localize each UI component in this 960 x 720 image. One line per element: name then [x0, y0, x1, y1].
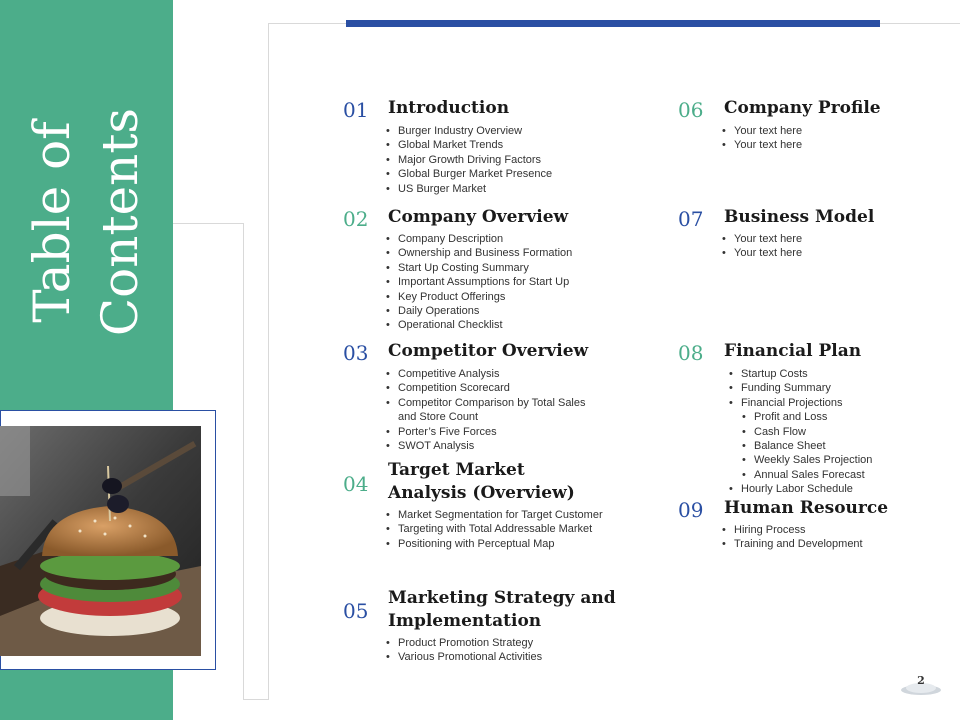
- section-items: [386, 232, 572, 333]
- list-item: • Hiring Process: [722, 523, 863, 537]
- frame-line-bottom: [244, 699, 268, 700]
- section-items: [722, 232, 802, 261]
- list-item: • Training and Development: [722, 537, 863, 551]
- page-number: [900, 674, 942, 696]
- section-items: [386, 636, 542, 665]
- section-items: [722, 523, 863, 552]
- list-subitem: • Annual Sales Forecast: [729, 468, 872, 482]
- burger-photo: [0, 426, 201, 656]
- list-item: • Positioning with Perceptual Map: [386, 537, 603, 551]
- list-item: • Hourly Labor Schedule: [729, 482, 872, 496]
- list-item: • Important Assumptions for Start Up: [386, 275, 572, 289]
- list-item: • Global Market Trends: [386, 138, 552, 152]
- list-item-continuation: and Store Count: [398, 411, 479, 424]
- list-item: • Ownership and Business Formation: [386, 246, 572, 260]
- list-item: • Company Description: [386, 232, 572, 246]
- section-title: Financial Plan: [724, 341, 862, 361]
- frame-line-inner-top: [173, 223, 244, 224]
- page-title-line-2: Contents: [91, 107, 149, 337]
- list-item: • Porter’s Five Forces: [386, 425, 586, 439]
- section-items: [386, 367, 586, 453]
- section-items: [729, 367, 872, 497]
- section-title-line-1: Marketing Strategy and: [388, 588, 616, 608]
- list-item: • Competition Scorecard: [386, 381, 586, 395]
- section-title-line-2: Analysis (Overview): [388, 483, 575, 503]
- list-subitem: • Weekly Sales Projection: [729, 453, 872, 467]
- list-item: • SWOT Analysis: [386, 439, 586, 453]
- section-title-line-1: Target Market: [388, 460, 525, 480]
- list-item: • Key Product Offerings: [386, 290, 572, 304]
- section-title: Competitor Overview: [388, 341, 589, 361]
- list-subitem: • Cash Flow: [729, 425, 872, 439]
- section-number: 01: [343, 98, 369, 122]
- list-item: • Global Burger Market Presence: [386, 167, 552, 181]
- section-number: 06: [678, 98, 704, 122]
- list-subitem: • Balance Sheet: [729, 439, 872, 453]
- list-subitem: • Profit and Loss: [729, 410, 872, 424]
- list-item: • Competitive Analysis: [386, 367, 586, 381]
- section-number: 04: [343, 472, 369, 496]
- list-item: • Your text here: [722, 124, 802, 138]
- page-number-text: 2: [917, 674, 925, 687]
- list-item: • Financial Projections: [729, 396, 872, 410]
- list-item: • Competitor Comparison by Total Sales: [386, 396, 586, 410]
- list-item: • Various Promotional Activities: [386, 650, 542, 664]
- section-title: Company Profile: [724, 98, 881, 118]
- accent-bar: [346, 20, 880, 27]
- section-items: [386, 124, 552, 196]
- section-items: [386, 508, 603, 551]
- list-item: • Burger Industry Overview: [386, 124, 552, 138]
- list-item: • Funding Summary: [729, 381, 872, 395]
- list-item: • Major Growth Driving Factors: [386, 153, 552, 167]
- section-title: Introduction: [388, 98, 510, 118]
- list-item: • Startup Costs: [729, 367, 872, 381]
- list-item: • Your text here: [722, 138, 802, 152]
- section-title: Company Overview: [388, 207, 569, 227]
- section-title-line-2: Implementation: [388, 611, 542, 631]
- list-item: • Your text here: [722, 232, 802, 246]
- section-number: 05: [343, 599, 369, 623]
- section-number: 09: [678, 498, 704, 522]
- frame-line-inner-right: [243, 223, 244, 700]
- list-item: • Market Segmentation for Target Customer: [386, 508, 603, 522]
- list-item: • Operational Checklist: [386, 318, 572, 332]
- section-title: Business Model: [724, 207, 875, 227]
- page-title: [18, 108, 154, 336]
- section-number: 08: [678, 341, 704, 365]
- list-item: • Product Promotion Strategy: [386, 636, 542, 650]
- section-title: Human Resource: [724, 498, 889, 518]
- list-item: • Your text here: [722, 246, 802, 260]
- frame-line-left: [268, 23, 269, 700]
- burger-image-icon: [0, 426, 201, 656]
- list-item: • Daily Operations: [386, 304, 572, 318]
- section-number: 02: [343, 207, 369, 231]
- section-items: [722, 124, 802, 153]
- page-title-line-1: Table of: [23, 121, 81, 323]
- section-number: 03: [343, 341, 369, 365]
- list-item: • Start Up Costing Summary: [386, 261, 572, 275]
- list-item: • Targeting with Total Addressable Market: [386, 522, 603, 536]
- section-number: 07: [678, 207, 704, 231]
- list-item: • US Burger Market: [386, 182, 552, 196]
